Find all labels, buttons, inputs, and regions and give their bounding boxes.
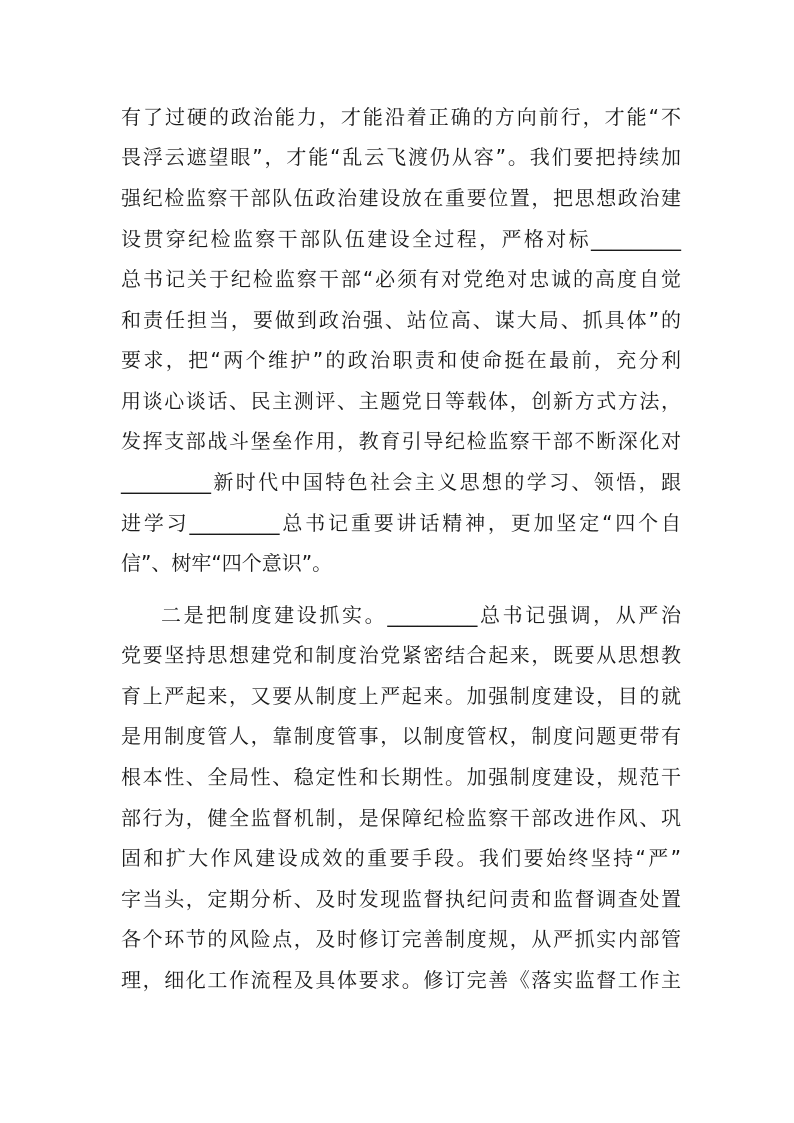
text-line: 和责任担当，要做到政治强、站位高、谋大局、抓具体”的 [121,308,681,332]
text-line: 根本性、全局性、稳定性和长期性。加强制度建设，规范干 [121,765,681,789]
text-line: 育上严起来，又要从制度上严起来。加强制度建设，目的就 [121,684,681,708]
text-line: 进学习_________总书记重要讲话精神，更加坚定“四个自 [121,511,681,535]
text-line: 总书记关于纪检监察干部“必须有对党绝对忠诚的高度自觉 [121,267,681,291]
text-line: 设贯穿纪检监察干部队伍建设全过程，严格对标_________ [121,227,681,251]
text-line: 党要坚持思想建党和制度治党紧密结合起来，既要从思想教 [121,643,681,667]
text-line: 要求，把“两个维护”的政治职责和使命挺在最前，充分利 [121,348,681,372]
text-line: 用谈心谈话、民主测评、主题党日等载体，创新方式方法， [121,389,681,413]
paragraph-first-line: 二是把制度建设抓实。_________总书记强调，从严治 [161,603,681,627]
text-line: 字当头，定期分析、及时发现监督执纪问责和监督调查处置 [121,887,681,911]
text-line: _________新时代中国特色社会主义思想的学习、领悟，跟 [121,470,681,494]
text-line: 理，细化工作流程及具体要求。修订完善《落实监督工作主 [121,968,681,992]
text-line: 有了过硬的政治能力，才能沿着正确的方向前行，才能“不 [121,105,681,129]
text-line: 固和扩大作风建设成效的重要手段。我们要始终坚持“严” [121,846,681,870]
text-line: 信”、树牢“四个意识”。 [121,551,333,575]
text-line: 畏浮云遮望眼”，才能“乱云飞渡仍从容”。我们要把持续加 [121,145,681,169]
text-line: 是用制度管人，靠制度管事，以制度管权，制度问题更带有 [121,724,681,748]
text-line: 强纪检监察干部队伍政治建设放在重要位置，把思想政治建 [121,186,681,210]
text-line: 发挥支部战斗堡垒作用，教育引导纪检监察干部不断深化对 [121,429,681,453]
text-line: 各个环节的风险点，及时修订完善制度规，从严抓实内部管 [121,927,681,951]
text-line: 部行为，健全监督机制，是保障纪检监察干部改进作风、巩 [121,806,681,830]
